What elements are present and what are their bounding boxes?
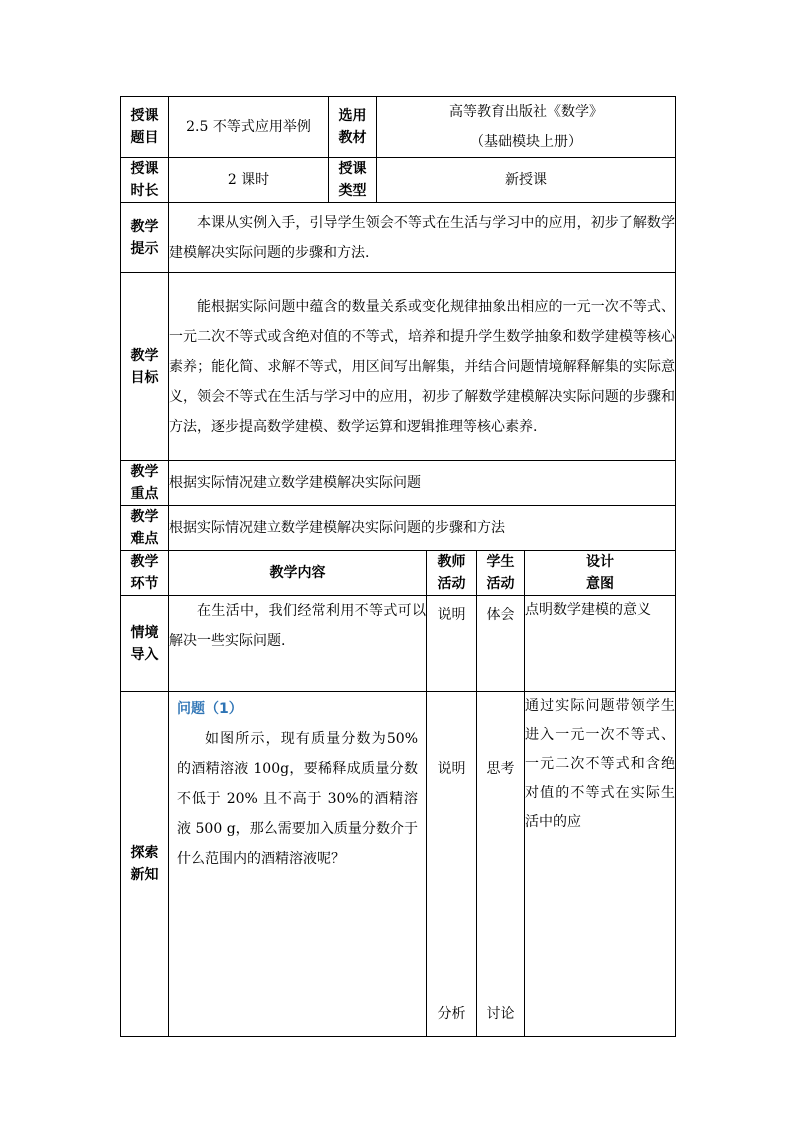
- hint-label: 教学 提示: [121, 203, 169, 273]
- difficulty-text: 根据实际情况建立数学建模解决实际问题的步骤和方法: [169, 506, 676, 551]
- student-activity-discuss: 讨论: [486, 1006, 515, 1022]
- problem-text: 如图所示，现有质量分数为50%的酒精溶液 100g，要稀释成质量分数不低于 20% 且不高于 30%的酒精溶液 500 g，那么需要加入质量分数介于什么范围内的酒精溶液呢？: [177, 731, 418, 867]
- goal-text: 能根据实际问题中蕴含的数量关系或变化规律抽象出相应的一元一次不等式、一元二次不等式或含绝对值的不等式，培养和提升学生数学抽象和数学建模等核心素养；能化简、求解不等式，用区间写出解集，并结合问题情境解释解集的实际意义，领会不等式在生活与学习中的应用，初步了解数学建模解决实际问题的步骤和方法，逐步提高数学建模、数学运算和逻辑推理等核心素养.: [169, 273, 676, 461]
- type-value: 新授课: [377, 158, 676, 203]
- design-header: 设计 意图: [525, 551, 676, 596]
- duration-label: 授课 时长: [121, 158, 169, 203]
- student-activity-think: 思考: [486, 761, 515, 777]
- explore-design-intent: 通过实际问题带领学生进入一元一次不等式、一元二次不等式和含绝对值的不等式在实际生活中的应: [525, 692, 676, 1037]
- goal-label: 教学 目标: [121, 273, 169, 461]
- stage-header: 教学 环节: [121, 551, 169, 596]
- intro-student-activity: 体会: [477, 596, 525, 692]
- explore-stage-label: 探索 新知: [121, 692, 169, 1037]
- hint-text: 本课从实例入手，引导学生领会不等式在生活与学习中的应用，初步了解数学建模解决实际问题的步骤和方法.: [169, 203, 676, 273]
- content-header: 教学内容: [169, 551, 427, 596]
- explore-content: [169, 692, 427, 1037]
- difficulty-label: 教学 难点: [121, 506, 169, 551]
- duration-value: 2 课时: [169, 158, 329, 203]
- topic-value: 2.5 不等式应用举例: [169, 97, 329, 158]
- teacher-activity-analyze: 分析: [437, 1006, 466, 1022]
- topic-label: 授课 题目: [121, 97, 169, 158]
- intro-design-intent: 点明数学建模的意义: [525, 596, 676, 692]
- teacher-activity-explain: 说明: [437, 761, 466, 777]
- focus-text: 根据实际情况建立数学建模解决实际问题: [169, 461, 676, 506]
- intro-teacher-activity: 说明: [427, 596, 477, 692]
- type-label: 授课 类型: [329, 158, 377, 203]
- lesson-plan-table: [120, 96, 676, 1037]
- explore-student-activity: [477, 692, 525, 1037]
- focus-label: 教学 重点: [121, 461, 169, 506]
- explore-teacher-activity: [427, 692, 477, 1037]
- textbook-value: 高等教育出版社《数学》 （基础模块上册）: [377, 97, 676, 158]
- teacher-header: 教师 活动: [427, 551, 477, 596]
- problem-title: 问题（1）: [177, 701, 243, 717]
- textbook-label: 选用 教材: [329, 97, 377, 158]
- intro-stage-label: 情境 导入: [121, 596, 169, 692]
- student-header: 学生 活动: [477, 551, 525, 596]
- intro-content: 在生活中，我们经常利用不等式可以解决一些实际问题.: [169, 596, 427, 692]
